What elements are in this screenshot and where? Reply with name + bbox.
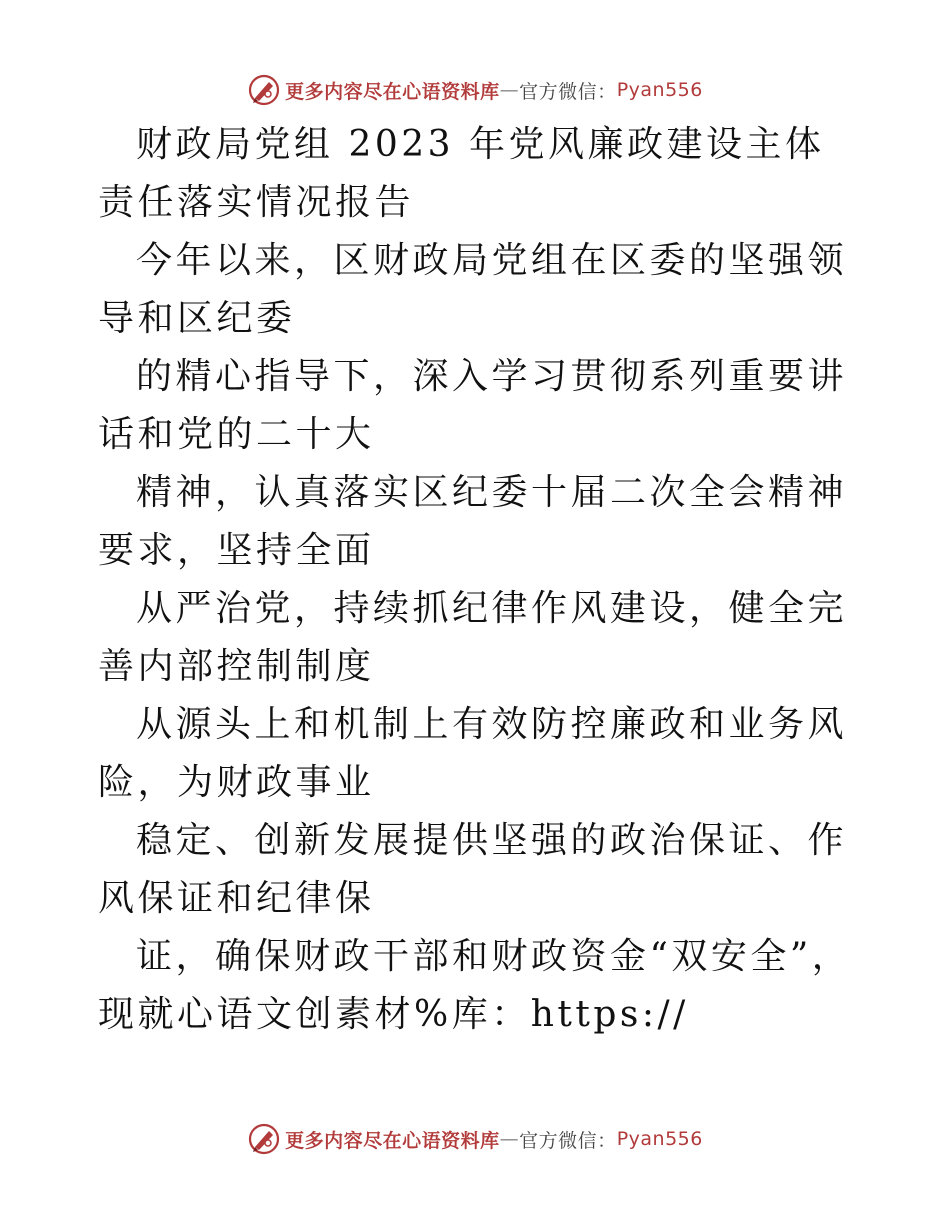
- banner-separator: —: [499, 79, 520, 101]
- banner-handle: Pyan556: [616, 1128, 703, 1150]
- banner-separator: —: [499, 1128, 520, 1150]
- document-body: [98, 116, 858, 1044]
- footer-watermark-banner: [0, 1119, 950, 1159]
- paragraph-line: 精神，认真落实区纪委十届二次全会精神要求，坚持全面: [98, 472, 848, 571]
- header-watermark-banner: [0, 70, 950, 110]
- banner-tail-text: 官方微信：: [519, 80, 617, 103]
- paragraph-line: 稳定、创新发展提供坚强的政治保证、作风保证和纪律保: [98, 820, 848, 919]
- paragraph-line: 今年以来，区财政局党组在区委的坚强领导和区纪委: [98, 240, 848, 339]
- banner-handle: Pyan556: [616, 79, 703, 101]
- banner-lead-text: 更多内容尽在心语资料库: [285, 1129, 500, 1152]
- paragraph-line: 从源头上和机制上有效防控廉政和业务风险，为财政事业: [98, 704, 848, 803]
- banner-tail-text: 官方微信：: [519, 1129, 617, 1152]
- quill-pen-seal-icon: [247, 73, 281, 107]
- banner-lead-text: 更多内容尽在心语资料库: [285, 80, 500, 103]
- paragraph-line: 的精心指导下，深入学习贯彻系列重要讲话和党的二十大: [98, 356, 848, 455]
- paragraph-line: 从严治党，持续抓纪律作风建设，健全完善内部控制制度: [98, 588, 848, 687]
- paragraph-line: 证，确保财政干部和财政资金“双安全”，现就心语文创素材%库：https://: [98, 936, 852, 1035]
- quill-pen-seal-icon: [247, 1122, 281, 1156]
- document-title: 财政局党组 2023 年党风廉政建设主体责任落实情况报告: [98, 124, 825, 223]
